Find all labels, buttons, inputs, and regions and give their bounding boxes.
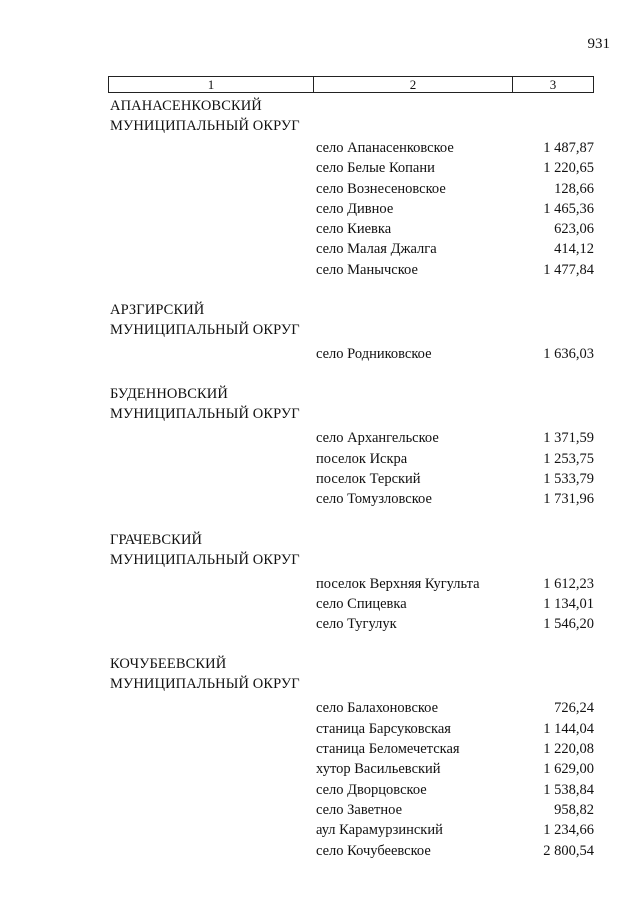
table-row (0, 219, 639, 239)
settlement-list (0, 344, 639, 364)
settlement-list (0, 428, 639, 509)
settlement-value: 958,82 (554, 801, 594, 818)
settlement-value: 1 465,36 (543, 200, 594, 217)
table-row (0, 260, 639, 280)
settlement-name: село Спицевка (316, 595, 407, 612)
settlement-name: станица Барсуковская (316, 720, 451, 737)
settlement-value: 1 731,96 (543, 491, 594, 508)
table-row (0, 841, 639, 861)
settlement-name: село Родниковское (316, 346, 432, 363)
settlement-value: 1 612,23 (543, 575, 594, 592)
settlement-name: село Дивное (316, 200, 394, 217)
table-row (0, 344, 639, 364)
settlement-name: село Кочубеевское (316, 842, 431, 859)
settlement-value: 1 134,01 (543, 595, 594, 612)
table-row (0, 574, 639, 594)
table-row (0, 820, 639, 840)
settlement-name: станица Беломечетская (316, 741, 460, 758)
settlement-value: 623,06 (554, 221, 594, 238)
district-name-line2: МУНИЦИПАЛЬНЫЙ ОКРУГ (110, 676, 300, 693)
settlement-list (0, 698, 639, 860)
settlement-value: 1 144,04 (543, 720, 594, 737)
table-row (0, 698, 639, 718)
table-row (0, 138, 639, 158)
settlement-value: 1 538,84 (543, 781, 594, 798)
settlement-name: село Тугулук (316, 616, 397, 633)
settlement-name: село Киевка (316, 221, 392, 238)
settlement-value: 1 546,20 (543, 616, 594, 633)
table-row (0, 614, 639, 634)
district-name-line1: АПАНАСЕНКОВСКИЙ (110, 98, 262, 114)
settlement-value: 128,66 (554, 180, 594, 197)
header-col-1: 1 (109, 77, 314, 92)
settlement-name: село Апанасенковское (316, 140, 454, 156)
table-row (0, 199, 639, 219)
table-row (0, 780, 639, 800)
district-name-line1: АРЗГИРСКИЙ (110, 302, 205, 319)
settlement-value: 1 253,75 (543, 450, 594, 467)
settlement-value: 726,24 (554, 700, 594, 717)
settlement-name: село Томузловское (316, 491, 432, 508)
settlement-name: село Заветное (316, 801, 403, 818)
table-row (0, 158, 639, 178)
table-row (0, 179, 639, 199)
settlement-name: село Манычское (316, 261, 418, 278)
district-name-line2: МУНИЦИПАЛЬНЫЙ ОКРУГ (110, 551, 300, 568)
settlement-value: 1 487,87 (543, 140, 594, 156)
district-name-line1: ГРАЧЕВСКИЙ (110, 531, 203, 548)
district-block (0, 384, 639, 509)
settlement-name: село Вознесеновское (316, 180, 446, 197)
page-number: 931 (587, 36, 610, 52)
header-col-2: 2 (314, 77, 513, 92)
district-block (0, 300, 639, 364)
settlement-value: 1 533,79 (543, 470, 594, 487)
settlement-value: 1 477,84 (543, 261, 594, 278)
settlement-value: 1 220,65 (543, 160, 594, 177)
table-row (0, 469, 639, 489)
table-row (0, 489, 639, 509)
table-header (108, 76, 594, 93)
district-name-line2: МУНИЦИПАЛЬНЫЙ ОКРУГ (110, 406, 300, 423)
settlement-name: село Архангельское (316, 430, 439, 447)
district-name-line1: КОЧУБЕЕВСКИЙ (110, 656, 227, 673)
settlement-name: аул Карамурзинский (316, 822, 443, 839)
settlement-name: поселок Искра (316, 450, 408, 467)
header-col-3: 3 (549, 76, 557, 92)
table-row (0, 719, 639, 739)
settlement-name: поселок Верхняя Кугульта (316, 575, 480, 592)
settlement-value: 1 220,08 (543, 741, 594, 758)
settlement-name: село Белые Копани (316, 160, 435, 177)
settlement-list (0, 574, 639, 635)
settlement-value: 1 636,03 (543, 346, 594, 363)
district-name-line2: МУНИЦИПАЛЬНЫЙ ОКРУГ (110, 118, 300, 134)
settlement-name: село Балахоновское (316, 700, 439, 717)
district-name-line2: МУНИЦИПАЛЬНЫЙ ОКРУГ (110, 322, 300, 339)
table-body (0, 96, 639, 869)
settlement-value: 1 371,59 (543, 430, 594, 447)
district-block (0, 96, 639, 280)
table-row (0, 239, 639, 259)
settlement-value: 1 234,66 (543, 822, 594, 839)
table-row (0, 594, 639, 614)
settlement-value: 2 800,54 (543, 842, 594, 859)
table-row (0, 428, 639, 448)
table-row (0, 449, 639, 469)
settlement-list (0, 138, 639, 280)
settlement-value: 414,12 (554, 241, 594, 258)
district-name-line1: БУДЕННОВСКИЙ (110, 386, 228, 403)
settlement-value: 1 629,00 (543, 761, 594, 778)
table-row (0, 739, 639, 759)
settlement-name: поселок Терский (316, 470, 421, 487)
table-row (0, 759, 639, 779)
settlement-name: село Малая Джалга (316, 241, 437, 258)
settlement-name: хутор Васильевский (316, 761, 441, 778)
district-block (0, 654, 639, 860)
district-block (0, 530, 639, 635)
table-row (0, 800, 639, 820)
settlement-name: село Дворцовское (316, 781, 427, 798)
